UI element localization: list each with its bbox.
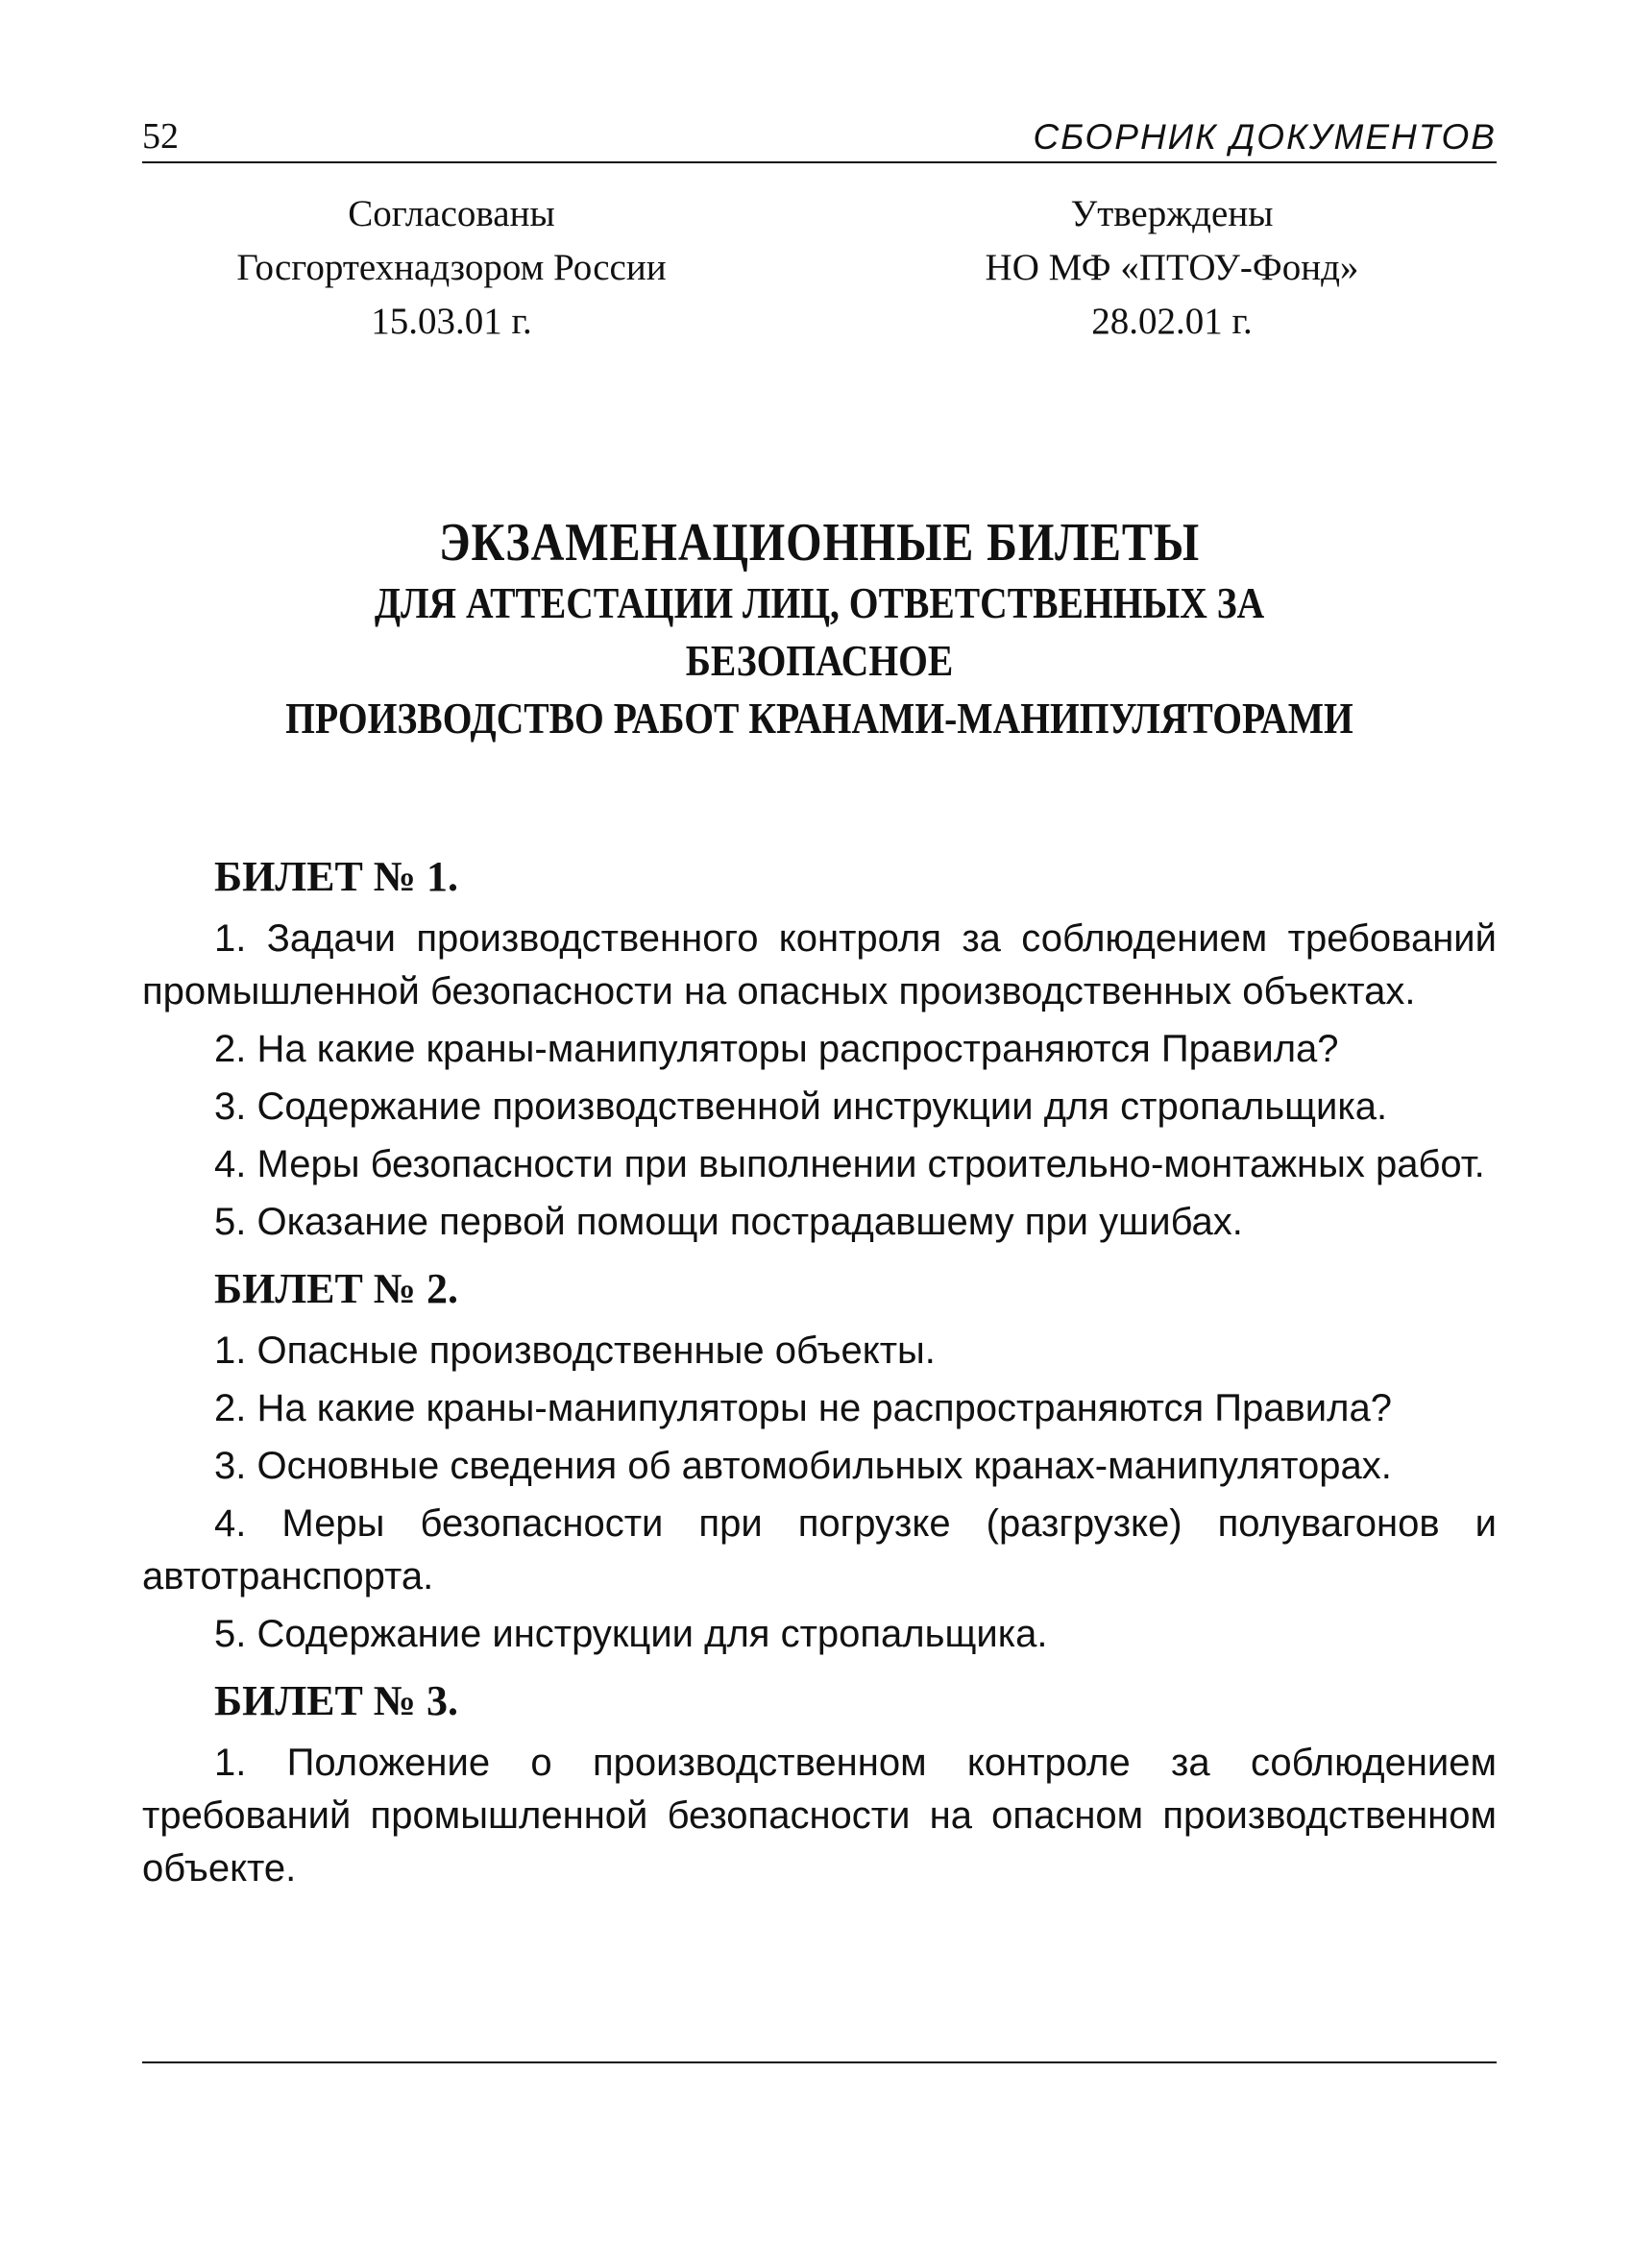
approval-agreed-date: 15.03.01 г. <box>371 301 532 342</box>
ticket-heading: БИЛЕТ № 3. <box>214 1677 459 1724</box>
ticket-heading: БИЛЕТ № 1. <box>214 853 459 900</box>
ticket-question: 5. Содержание инструкции для стропальщика. <box>214 1613 1048 1655</box>
document-title-main: ЭКЗАМЕНАЦИОННЫЕ БИЛЕТЫ <box>438 513 1201 573</box>
ticket-2 <box>142 1262 1497 1661</box>
document-title-line2: ДЛЯ АТТЕСТАЦИИ ЛИЦ, ОТВЕТСТВЕННЫХ ЗА БЕЗОПАСНОЕ <box>374 578 1265 685</box>
ticket-question: 1. Задачи производственного контроля за соблюдением требований промышленной безопасности на опасных производственных объектах. <box>142 917 1497 1012</box>
ticket-question: 3. Основные сведения об автомобильных кранах-манипуляторах. <box>214 1445 1392 1487</box>
ticket-question: 3. Содержание производственной инструкции для стропальщика. <box>214 1085 1388 1128</box>
running-title: СБОРНИК ДОКУМЕНТОВ <box>1033 117 1497 157</box>
approval-approved-date: 28.02.01 г. <box>1091 301 1253 342</box>
ticket-question: 4. Меры безопасности при выполнении строительно-монтажных работ. <box>214 1143 1485 1185</box>
document-title <box>237 511 1402 747</box>
ticket-question: 2. На какие краны-манипуляторы распространяются Правила? <box>214 1028 1339 1070</box>
page-header <box>142 104 1497 163</box>
page-number: 52 <box>142 116 179 157</box>
ticket-question: 5. Оказание первой помощи пострадавшему при ушибах. <box>214 1201 1243 1243</box>
approval-agreed-block <box>183 187 720 349</box>
ticket-question: 1. Положение о производственном контроле за соблюдением требований промышленной безопасности на опасном производственном объекте. <box>142 1742 1497 1890</box>
footer-divider <box>142 2061 1497 2063</box>
ticket-question: 2. На какие краны-манипуляторы не распространяются Правила? <box>214 1387 1392 1429</box>
ticket-question: 1. Опасные производственные объекты. <box>214 1329 936 1372</box>
ticket-heading: БИЛЕТ № 2. <box>214 1265 459 1312</box>
approval-agreed-label: Согласованы <box>348 193 555 234</box>
approval-agreed-authority: Госгортехнадзором России <box>236 247 667 288</box>
ticket-question: 4. Меры безопасности при погрузке (разгрузке) полувагонов и автотранспорта. <box>142 1502 1497 1597</box>
tickets-content <box>142 850 1497 1900</box>
ticket-3 <box>142 1674 1497 1895</box>
approval-approved-block <box>932 187 1412 349</box>
ticket-1 <box>142 850 1497 1249</box>
approval-approved-label: Утверждены <box>1070 193 1274 234</box>
document-title-line3: ПРОИЗВОДСТВО РАБОТ КРАНАМИ-МАНИПУЛЯТОРАМИ <box>285 694 1353 743</box>
approval-approved-authority: НО МФ «ПТОУ-Фонд» <box>985 247 1359 288</box>
